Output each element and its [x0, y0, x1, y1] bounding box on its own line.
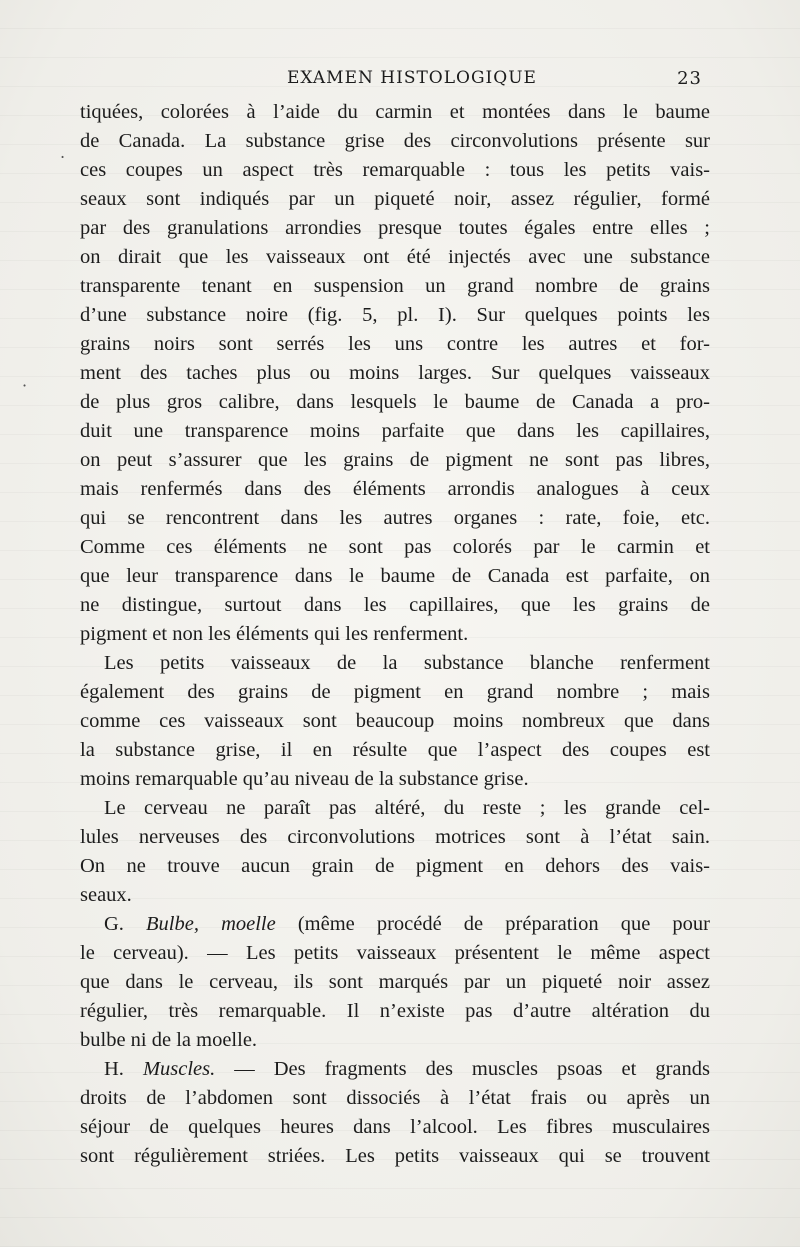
running-title: EXAMEN HISTOLOGIQUE — [287, 68, 537, 88]
text-line: pigment et non les éléments qui les renferment. — [80, 623, 469, 645]
text-line: bulbe ni de la moelle. — [80, 1029, 258, 1051]
text-line: qui se rencontrent dans les autres organes : rate, foie, etc. — [80, 507, 710, 529]
text-line: ces coupes un aspect très remarquable : tous les petits vais- — [80, 159, 710, 181]
text-line: Le cerveau ne paraît pas altéré, du reste ; les grande cel- — [104, 797, 710, 819]
text-line: duit une transparence moins parfaite que dans les capillaires, — [80, 420, 710, 442]
text-line: la substance grise, il en résulte que l’aspect des coupes est — [80, 739, 710, 761]
text-line: tiquées, colorées à l’aide du carmin et montées dans le baume — [80, 101, 710, 123]
margin-speck: . — [60, 143, 66, 162]
text-line: Les petits vaisseaux de la substance blanche renferment — [104, 652, 710, 674]
text-line: que leur transparence dans le baume de Canada est parfaite, on — [80, 565, 710, 587]
text-line: par des granulations arrondies presque toutes égales entre elles ; — [80, 217, 710, 239]
text-line: séjour de quelques heures dans l’alcool. Les fibres musculaires — [80, 1116, 710, 1138]
text-line: droits de l’abdomen sont dissociés à l’état frais ou après un — [80, 1087, 710, 1109]
text-line: On ne trouve aucun grain de pigment en dehors des vais- — [80, 855, 710, 877]
text-line: régulier, très remarquable. Il n’existe pas d’autre altération du — [80, 1000, 710, 1022]
italic-term: Muscles. — [142, 1058, 216, 1080]
text-line: le cerveau). — Les petits vaisseaux présentent le même aspect — [80, 942, 710, 964]
text-line: G. Bulbe, moelle (même procédé de préparation que pour — [104, 913, 710, 935]
page-header — [82, 68, 702, 98]
text-line: moins remarquable qu’au niveau de la substance grise. — [80, 768, 529, 790]
text-line: on peut s’assurer que les grains de pigment ne sont pas libres, — [80, 449, 710, 471]
text-line: transparente tenant en suspension un grand nombre de grains — [80, 275, 710, 297]
text-line: seaux sont indiqués par un piqueté noir, assez régulier, formé — [80, 188, 710, 210]
body-text — [80, 98, 710, 1171]
text-line: mais renfermés dans des éléments arrondis analogues à ceux — [80, 478, 710, 500]
italic-term: Bulbe, moelle — [146, 913, 276, 935]
text-line: on dirait que les vaisseaux ont été injectés avec une substance — [80, 246, 710, 268]
text-line: sont régulièrement striées. Les petits vaisseaux qui se trouvent — [80, 1145, 710, 1167]
text-line: également des grains de pigment en grand nombre ; mais — [80, 681, 710, 703]
text-line: ne distingue, surtout dans les capillaires, que les grains de — [80, 594, 710, 616]
text-line: grains noirs sont serrés les uns contre les autres et for- — [80, 333, 710, 355]
text-line: de Canada. La substance grise des circonvolutions présente sur — [80, 130, 710, 152]
page-number: 23 — [677, 68, 702, 89]
text-line: H. Muscles. — Des fragments des muscles psoas et grands — [104, 1058, 710, 1080]
margin-speck: · — [22, 376, 28, 395]
text-line: que dans le cerveau, ils sont marqués par un piqueté noir assez — [80, 971, 710, 993]
text-line: comme ces vaisseaux sont beaucoup moins nombreux que dans — [80, 710, 710, 732]
text-line: de plus gros calibre, dans lesquels le baume de Canada a pro- — [80, 391, 710, 413]
text-line: lules nerveuses des circonvolutions motrices sont à l’état sain. — [80, 826, 710, 848]
text-line: seaux. — [80, 884, 132, 906]
text-line: ment des taches plus ou moins larges. Sur quelques vaisseaux — [80, 362, 710, 384]
text-line: Comme ces éléments ne sont pas colorés par le carmin et — [80, 536, 710, 558]
text-line: d’une substance noire (fig. 5, pl. I). Sur quelques points les — [80, 304, 710, 326]
